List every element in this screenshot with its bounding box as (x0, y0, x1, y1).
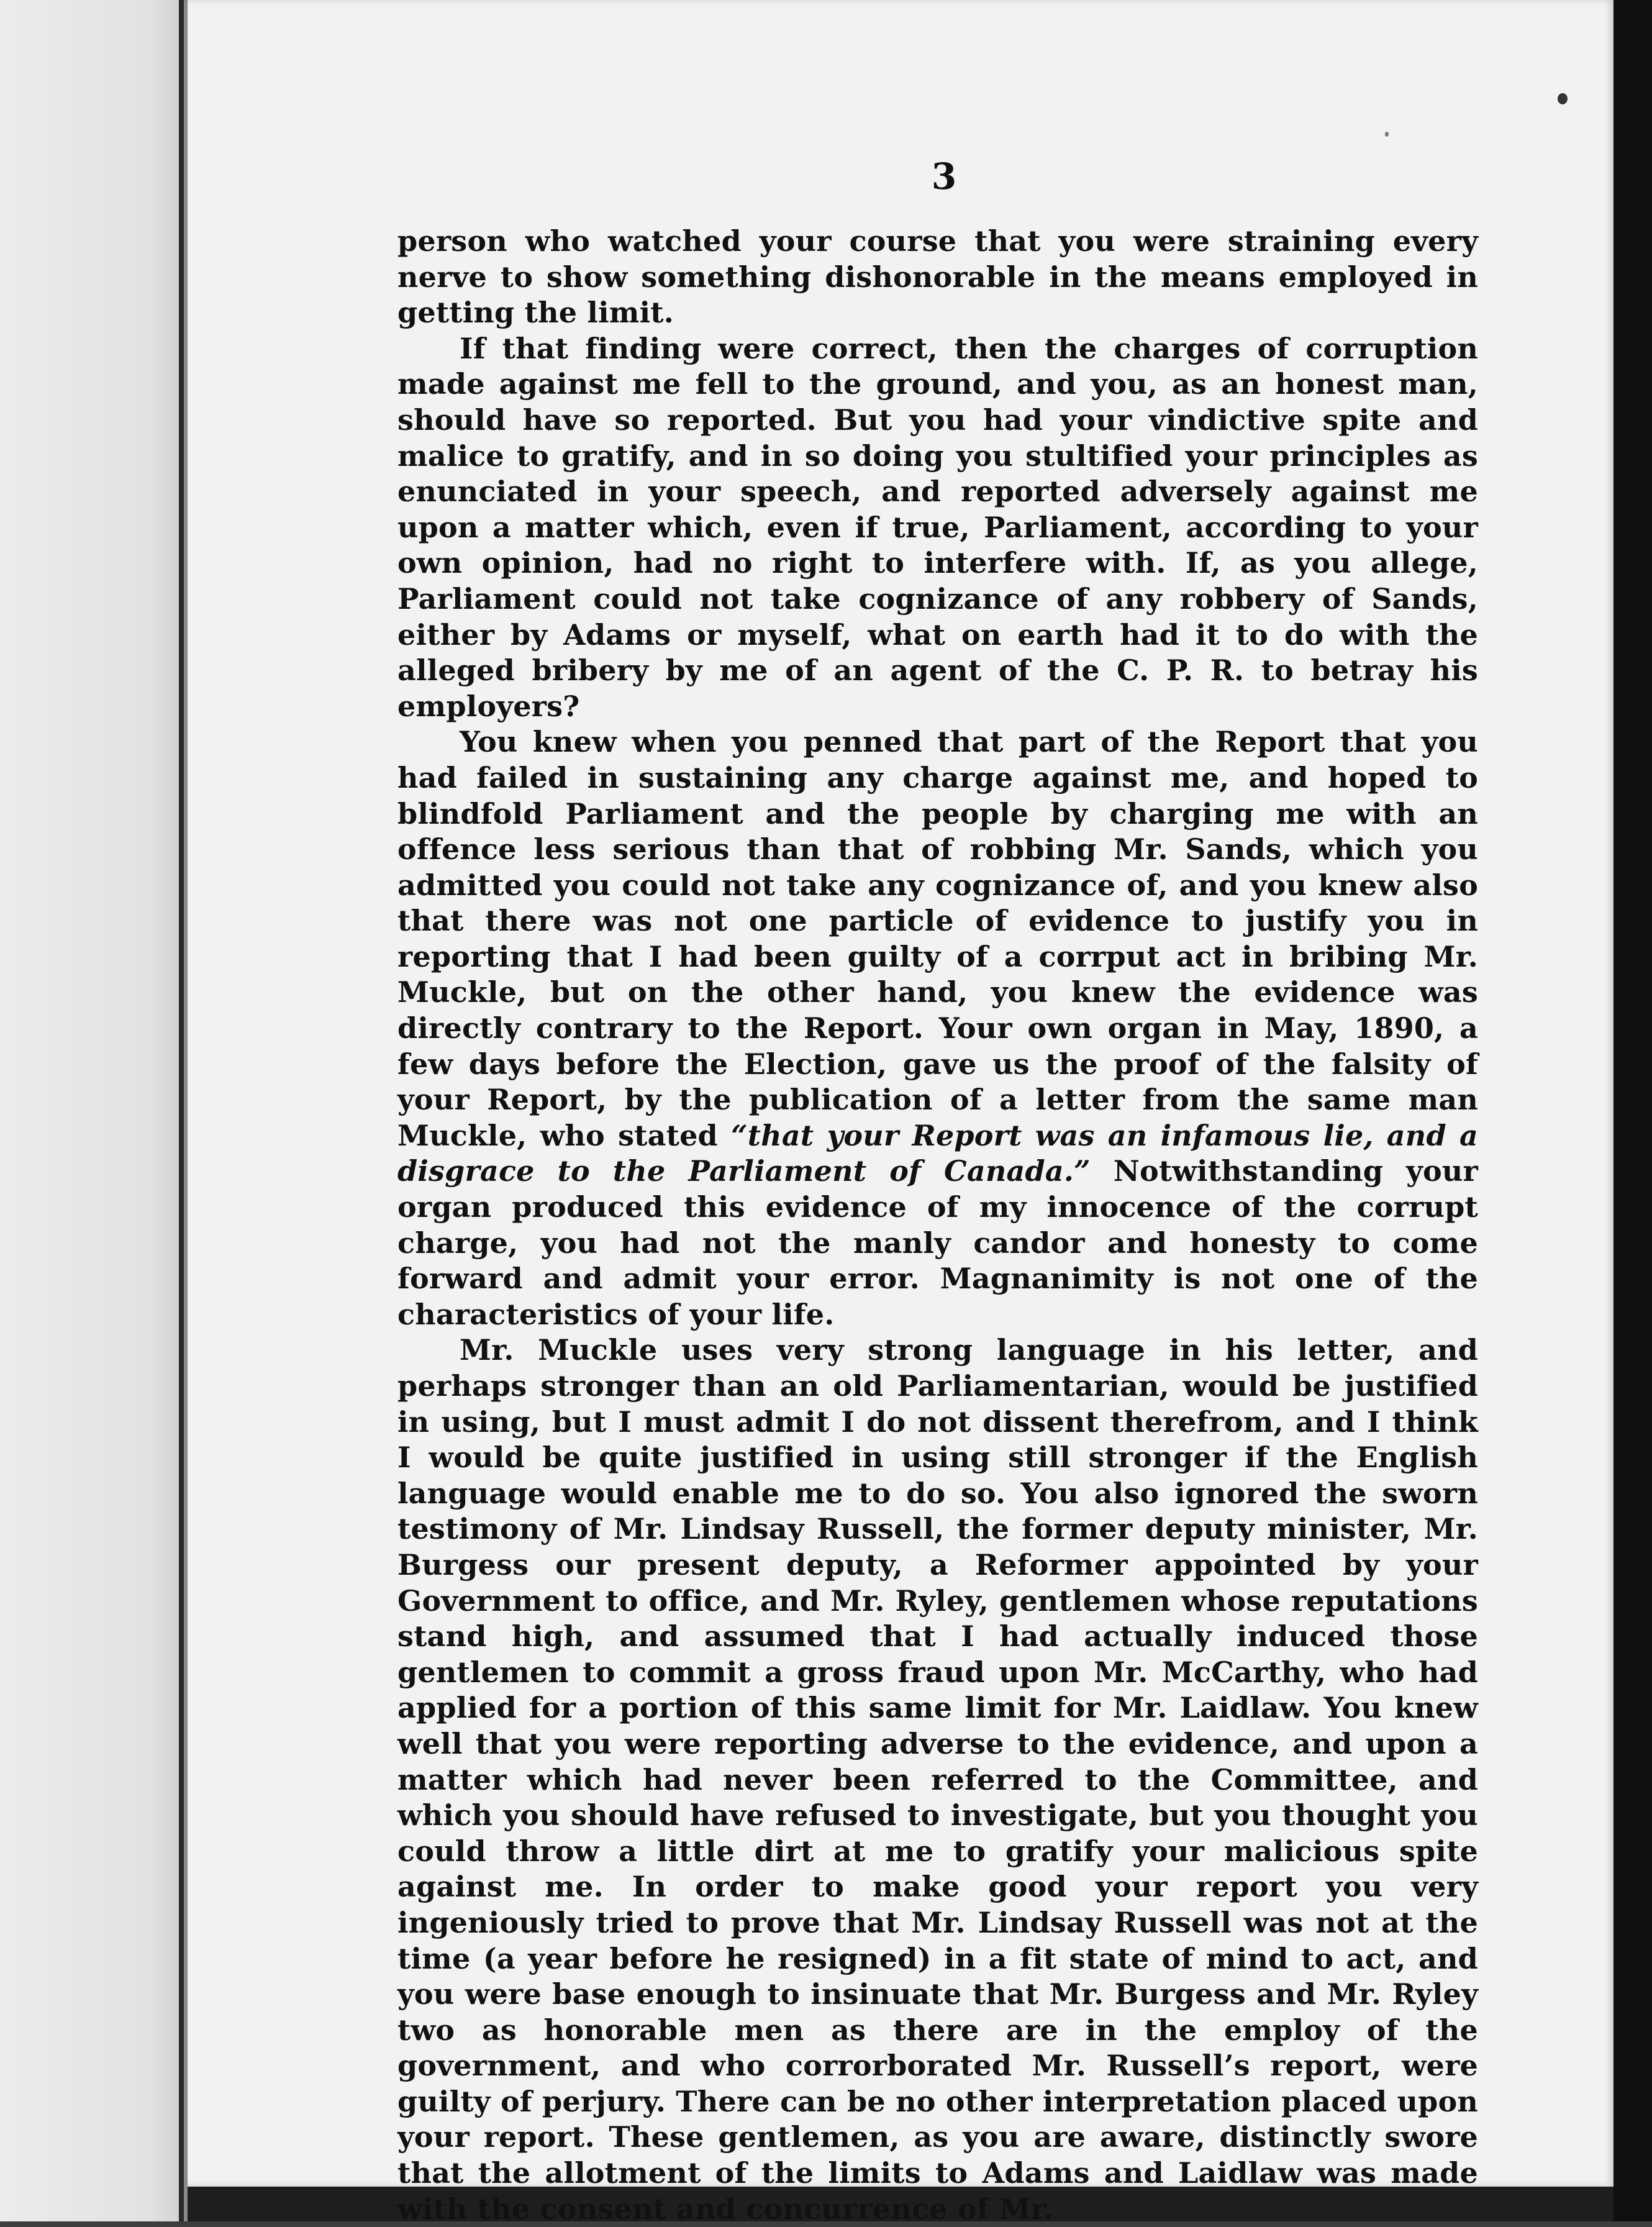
paragraph (397, 331, 1478, 725)
scan-backdrop-left (0, 0, 186, 2221)
scan-backdrop-right (1613, 0, 1652, 2221)
ink-speck (1385, 132, 1389, 137)
italic-quote: “that your Report was an infamous lie, and a disgrace to the Parliament of Canada.” (397, 1118, 1478, 1188)
paragraph-text: Notwithstanding your organ produced this evidence of my innocence of the corrupt charge, you had not the manly candor and honesty to come forward and admit your error. Magnanimity is not one of the characteristics of your life. (397, 1154, 1478, 1331)
paragraph-text: person who watched your course that you were straining every nerve to show something dishonorable in the means employed in getting the limit. (397, 224, 1478, 330)
paragraph (397, 1332, 1478, 2227)
paragraph (397, 224, 1478, 331)
paragraph-text: You knew when you penned that part of the Report that you had failed in sustaining any charge against me, and hoped to blindfold Parliament and the people by charging me with an offence less serious than that of robbing Mr. Sands, which you admitted you could not take any cognizance of, and you knew also that there was not one particle of evidence to justify you in reporting that I had been guilty of a corrput act in bribing Mr. Muckle, but on the other hand, you knew the evidence was directly contrary to the Report. Your own organ in May, 1890, a few days before the Election, gave us the proof of the falsity of your Report, by the publication of a letter from the same man Muckle, who stated (397, 725, 1478, 1152)
scan-edge-line (179, 0, 184, 2221)
page-number: 3 (931, 155, 957, 198)
ink-speck (1558, 93, 1568, 104)
paragraph-text: Mr. Muckle uses very strong language in his letter, and perhaps stronger than an old Parliamentarian, would be justified in using, but I must admit I do not dissent therefrom, and I think I would be quite justified in using still stronger if the English language would enable me to do so. You also ignored the sworn testimony of Mr. Lindsay Russell, the former deputy minister, Mr. Burgess our present deputy, a Reformer appointed by your Government to office, and Mr. Ryley, gentlemen whose reputations stand high, and assumed that I had actually induced those gentlemen to commit a gross fraud upon Mr. McCarthy, who had applied for a portion of this same limit for Mr. Laidlaw. You knew well that you were reporting adverse to the evidence, and upon a matter which had never been referred to the Committee, and which you should have refused to investigate, but you thought you could throw a little dirt at me to gratify your malicious spite against me. In order to make good your report you very ingeniously tried to prove that Mr. Lindsay Russell was not at the time (a year before he resigned) in a fit state of mind to act, and you were base enough to insinuate that Mr. Burgess and Mr. Ryley two as honorable men as there are in the employ of the government, and who corrorborated Mr. Russell’s report, were guilty of perjury. There can be no other interpretation placed upon your report. These gentlemen, as you are aware, distinctly swore that the allotment of the limits to Adams and Laidlaw was made with the consent and concurrence of Mr. (397, 1333, 1478, 2226)
body-text (397, 224, 1478, 2227)
paragraph-text: If that finding were correct, then the charges of corruption made against me fell to the ground, and you, as an honest man, should have so reported. But you had your vindictive spite and malice to gratify, and in so doing you stultified your principles as enunciated in your speech, and reported adversely against me upon a matter which, even if true, Parliament, according to your own opinion, had no right to interfere with. If, as you allege, Parliament could not take cognizance of any robbery of Sands, either by Adams or myself, what on earth had it to do with the alleged bribery by me of an agent of the C. P. R. to betray his employers? (397, 331, 1478, 723)
paragraph (397, 724, 1478, 1332)
